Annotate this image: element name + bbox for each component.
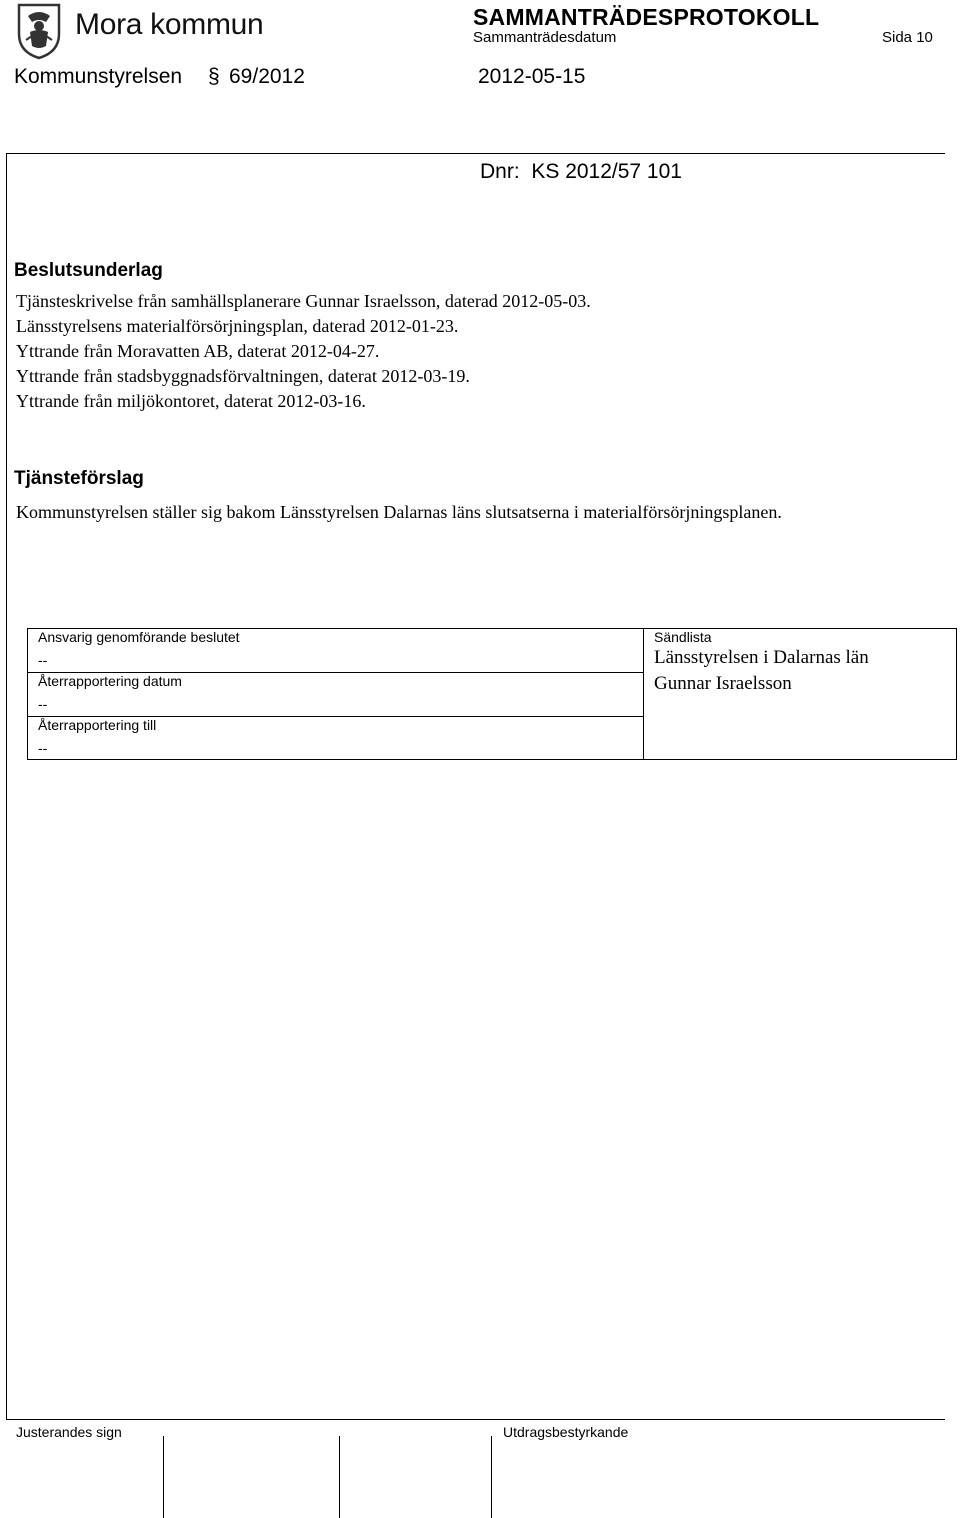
section-sign: §	[208, 65, 220, 88]
document-title: SAMMANTRÄDESPROTOKOLL	[473, 4, 820, 30]
basis-item: Yttrande från miljökontoret, daterat 2012-03-16.	[16, 391, 366, 411]
report-date-value: --	[38, 696, 48, 712]
org-name-logo-text: Mora kommun	[75, 8, 264, 41]
table-column-divider	[643, 628, 644, 760]
left-rule	[6, 153, 7, 1419]
proposal-text: Kommunstyrelsen ställer sig bakom Länsstyrelsen Dalarnas läns slutsatserna i materialförsörjningsplanen.	[16, 502, 782, 522]
basis-item: Tjänsteskrivelse från samhällsplanerare Gunnar Israelsson, daterad 2012-05-03.	[16, 291, 591, 311]
page-number: Sida 10	[882, 29, 933, 46]
committee-name: Kommunstyrelsen	[14, 65, 183, 88]
case-number: Dnr: KS 2012/57 101	[480, 160, 682, 183]
basis-item: Yttrande från Moravatten AB, daterat 2012-04-27.	[16, 341, 380, 361]
extract-certification-label: Utdragsbestyrkande	[503, 1424, 629, 1440]
report-to-value: --	[38, 740, 48, 756]
proposal-heading: Tjänsteförslag	[14, 468, 144, 489]
mora-crest-logo	[16, 2, 62, 60]
responsible-value: --	[38, 652, 48, 668]
basis-item: Yttrande från stadsbyggnadsförvaltningen, daterat 2012-03-19.	[16, 366, 470, 386]
distribution-label: Sändlista	[654, 629, 712, 645]
adjuster-sign-label: Justerandes sign	[16, 1424, 122, 1440]
meeting-date: 2012-05-15	[478, 65, 586, 88]
report-date-label: Återrapportering datum	[38, 673, 182, 689]
distribution-item: Gunnar Israelsson	[654, 673, 792, 694]
signature-divider	[163, 1436, 164, 1518]
responsible-label: Ansvarig genomförande beslutet	[38, 629, 240, 645]
top-rule	[6, 153, 945, 154]
signature-divider	[339, 1436, 340, 1518]
basis-item: Länsstyrelsens materialförsörjningsplan, daterad 2012-01-23.	[16, 316, 459, 336]
report-to-label: Återrapportering till	[38, 717, 157, 733]
basis-heading: Beslutsunderlag	[14, 260, 163, 281]
section-number: 69/2012	[229, 65, 305, 88]
distribution-item: Länsstyrelsen i Dalarnas län	[654, 647, 869, 668]
signature-divider	[491, 1436, 492, 1518]
footer-rule	[6, 1419, 945, 1420]
meeting-date-label: Sammanträdesdatum	[473, 29, 617, 46]
